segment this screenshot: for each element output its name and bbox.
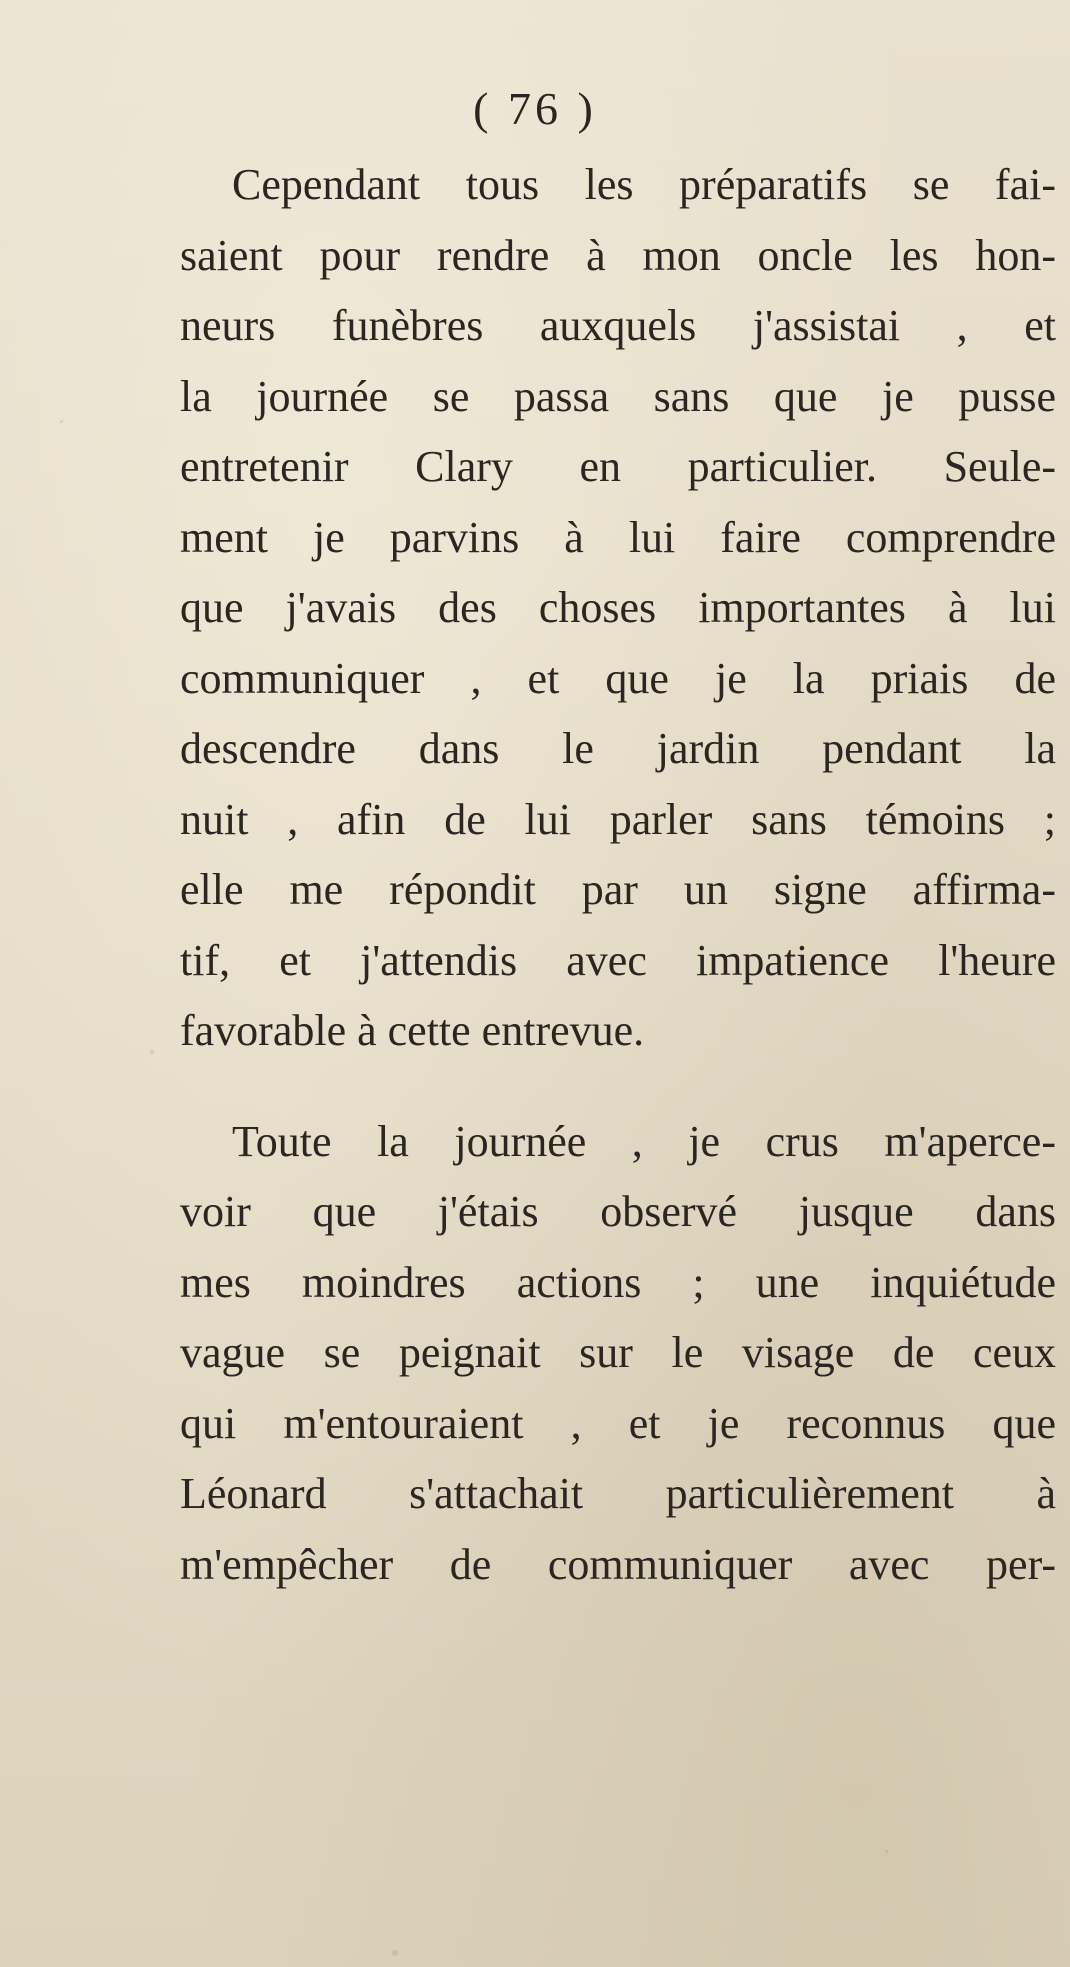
- paper-spot: [60, 420, 63, 423]
- paragraph: [180, 1107, 1056, 1601]
- text-line: saient pour rendre à mon oncle les hon-: [180, 230, 1056, 280]
- text-line: ment je parvins à lui faire comprendre: [180, 512, 1056, 562]
- text-line: neurs funèbres auxquels j'assistai , et: [180, 301, 1056, 350]
- text-line: nuit , afin de lui parler sans témoins ;: [180, 794, 1056, 844]
- text-line: qui m'entouraient , et je reconnus que: [180, 1398, 1056, 1448]
- paragraph-gap: [180, 1067, 1056, 1107]
- text-line: Cependant tous les préparatifs se fai-: [232, 160, 1056, 209]
- paper-spot: [885, 1850, 888, 1853]
- text-line: Toute la journée , je crus m'aperce-: [232, 1116, 1056, 1166]
- text-line: que j'avais des choses importantes à lui: [180, 583, 1056, 632]
- text-line: voir que j'étais observé jusque dans: [180, 1187, 1056, 1236]
- paper-spot: [150, 1050, 154, 1054]
- text-line: m'empêcher de communiquer avec per-: [180, 1539, 1056, 1589]
- text-line: vague se peignait sur le visage de ceux: [180, 1328, 1056, 1377]
- page-number: ( 76 ): [473, 83, 597, 134]
- text-line: mes moindres actions ; une inquiétude: [180, 1257, 1056, 1307]
- text-line: favorable à cette entrevue.: [180, 1006, 645, 1055]
- text-line: tif, et j'attendis avec impatience l'heure: [180, 935, 1056, 985]
- body-text: [180, 150, 1056, 1600]
- text-line: entretenir Clary en particulier. Seule-: [180, 442, 1056, 491]
- text-line: la journée se passa sans que je pusse: [180, 371, 1056, 421]
- paper-spot: [392, 1950, 398, 1956]
- paragraph: [180, 150, 1056, 1067]
- text-line: descendre dans le jardin pendant la: [180, 724, 1056, 773]
- text-line: Léonard s'attachait particulièrement à: [180, 1469, 1056, 1518]
- text-line: elle me répondit par un signe affirma-: [180, 865, 1056, 914]
- text-line: communiquer , et que je la priais de: [180, 653, 1056, 703]
